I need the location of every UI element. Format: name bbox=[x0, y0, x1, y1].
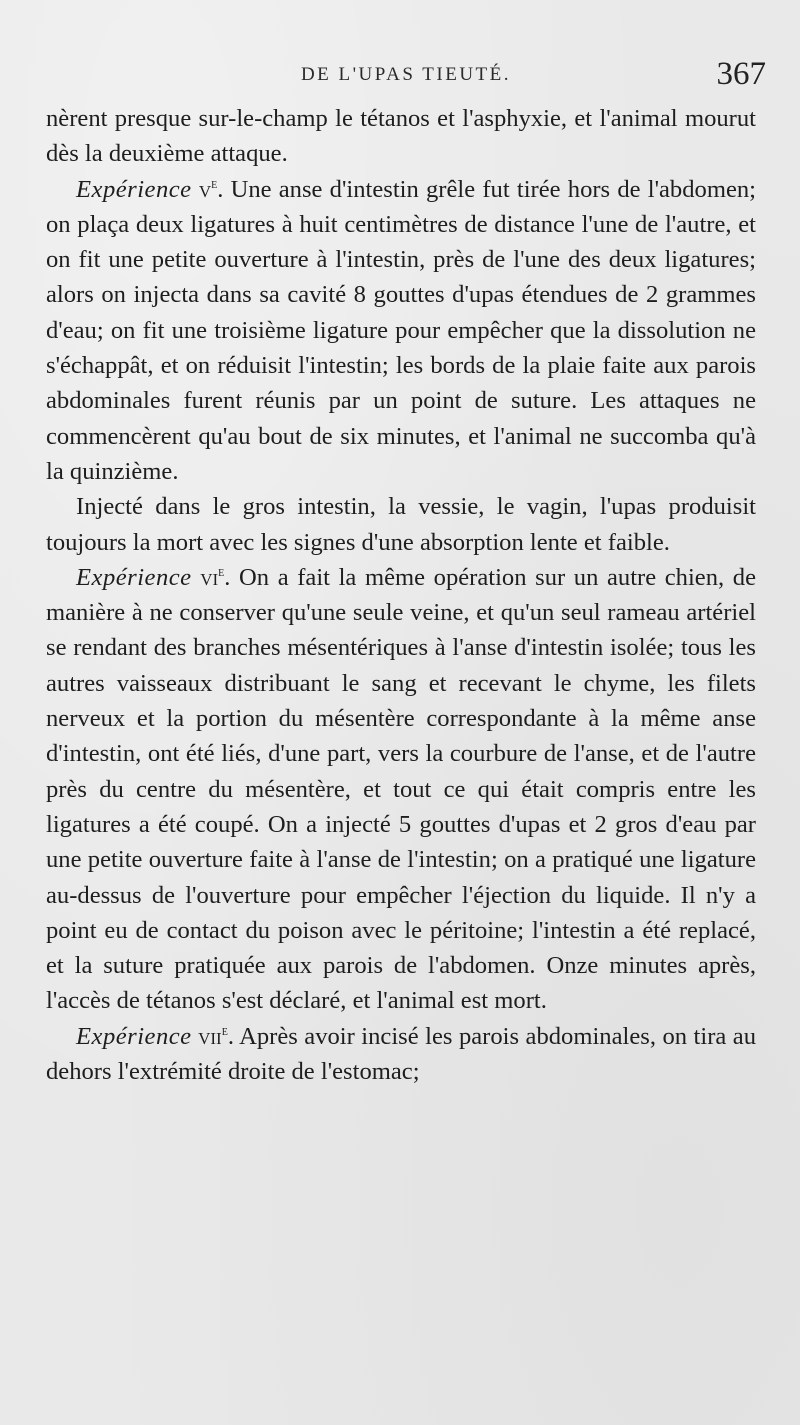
paragraph-experience-5 bbox=[46, 172, 756, 490]
running-head bbox=[46, 56, 766, 92]
paragraph-injection-note bbox=[46, 489, 756, 560]
paragraph-experience-6 bbox=[46, 560, 756, 1019]
paragraph-text: Injecté dans le gros intestin, la vessie, le vagin, l'upas produisit toujours la mort avec les signes d'une absorption lente et faible. bbox=[46, 493, 756, 556]
body-text bbox=[46, 101, 756, 1089]
paragraph-continuation bbox=[46, 101, 756, 172]
experience-ordinal bbox=[200, 564, 224, 591]
paragraph-text: . On a fait la même opération sur un autre chien, de manière à ne conserver qu'une seule veine, et qu'un seul rameau artériel se rendant des branches mésentériques à l'anse d'intestin isolée; tous les autres vaisseaux distribuant le sang et recevant le chyme, les filets nerveux et la portion du mésentère correspondante à la même anse d'intestin, ont été liés, d'une part, vers la courbure de l'anse, et de l'autre près du centre du mésentère, et tout ce qui était compris entre les ligatures a été coupé. On a injecté 5 gouttes d'upas et 2 gros d'eau par une petite ouverture faite à l'anse de l'intestin; on a pratiqué une ligature au-dessus de l'ouverture pour empêcher l'éjection du liquide. Il n'y a point eu de contact du poison avec le péritoine; l'intestin a été replacé, et la suture pratiquée aux parois de l'abdomen. Onze minutes après, l'accès de tétanos s'est déclaré, et l'animal est mort. bbox=[46, 563, 756, 1015]
running-title: DE L'UPAS TIEUTÉ. bbox=[300, 64, 512, 85]
experience-ordinal bbox=[199, 176, 217, 203]
ordinal-numeral: vii bbox=[198, 1022, 222, 1050]
ordinal-superscript: e bbox=[218, 564, 225, 580]
experience-label: Expérience bbox=[76, 1022, 192, 1050]
page-number: 367 bbox=[716, 56, 766, 92]
paragraph-experience-7 bbox=[46, 1019, 756, 1090]
ordinal-superscript: e bbox=[221, 1023, 228, 1039]
ordinal-superscript: e bbox=[211, 176, 218, 192]
experience-label: Expérience bbox=[76, 175, 192, 203]
experience-ordinal bbox=[198, 1023, 228, 1050]
paragraph-text: . Une anse d'intestin grêle fut tirée hors de l'abdomen; on plaça deux ligatures à huit centimètres de distance l'une de l'autre, et on fit une petite ouverture à l'intestin, près de l'une des deux ligatures; alors on injecta dans sa cavité 8 gouttes d'upas étendues de 2 grammes d'eau; on fit une troisième ligature pour empêcher que la dissolution ne s'échappât, et on réduisit l'intestin; les bords de la plaie faite aux parois abdominales furent réunis par un point de suture. Les attaques ne commencèrent qu'au bout de six minutes, et l'animal ne succomba qu'à la quinzième. bbox=[46, 175, 756, 485]
ordinal-numeral: vi bbox=[200, 563, 219, 591]
paragraph-text: nèrent presque sur-le-champ le tétanos et l'asphyxie, et l'animal mourut dès la deuxième attaque. bbox=[46, 105, 756, 168]
experience-label: Expérience bbox=[76, 563, 192, 591]
ordinal-numeral: v bbox=[198, 175, 212, 203]
paragraph-text: . Après avoir incisé les parois abdominales, on tira au dehors l'extrémité droite de l'estomac; bbox=[46, 1022, 756, 1086]
